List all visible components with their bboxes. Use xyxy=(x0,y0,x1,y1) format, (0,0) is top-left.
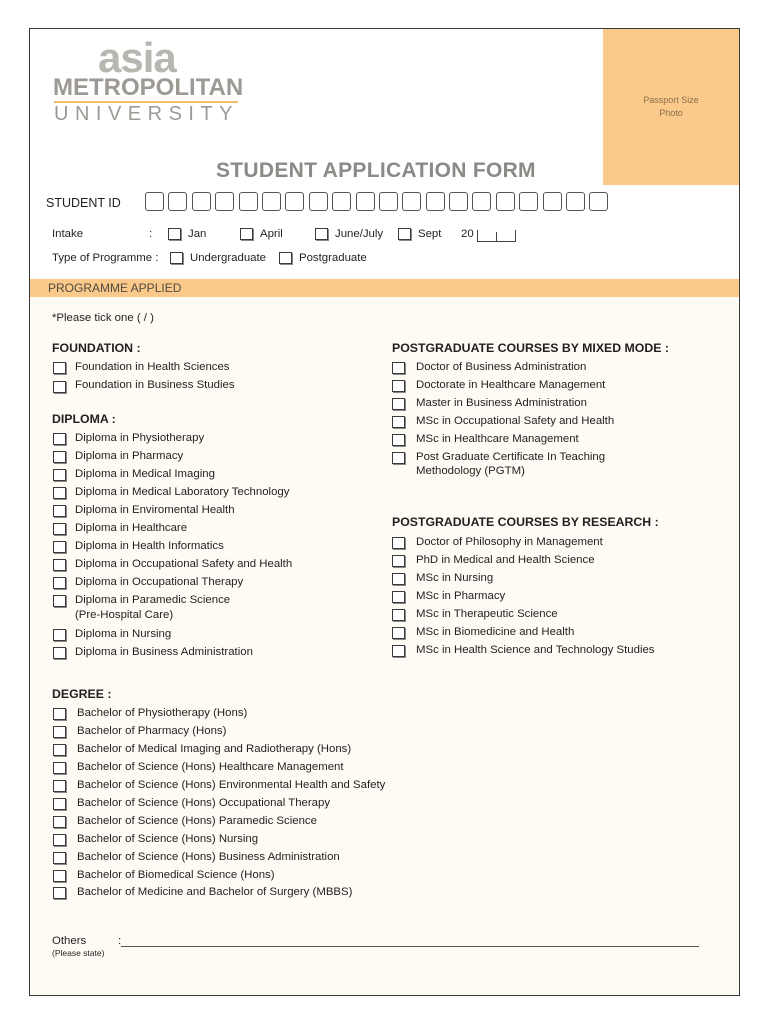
photo-label-line1: Passport Size xyxy=(643,95,699,105)
student-id-digit-box[interactable] xyxy=(589,192,608,211)
degree-item: Bachelor of Science (Hons) Business Administration xyxy=(77,851,340,863)
programme-applied-title: PROGRAMME APPLIED xyxy=(48,281,182,295)
diploma-item: Diploma in Medical Imaging xyxy=(75,468,215,480)
intake-june-july-checkbox[interactable] xyxy=(315,228,328,240)
student-id-boxes[interactable] xyxy=(145,192,613,211)
application-form-page xyxy=(29,28,740,996)
diploma-item: Diploma in Healthcare xyxy=(75,522,188,534)
diploma-heading: DIPLOMA : xyxy=(52,412,116,426)
pg-mixed-checkbox[interactable] xyxy=(392,434,405,446)
student-id-digit-box[interactable] xyxy=(309,192,328,211)
pg-research-item: MSc in Therapeutic Science xyxy=(416,608,558,620)
diploma-checkbox[interactable] xyxy=(53,505,66,517)
diploma-item: Diploma in Pharmacy xyxy=(75,450,184,462)
programme-type-label: Type of Programme : xyxy=(52,252,159,264)
intake-april-checkbox[interactable] xyxy=(240,228,253,240)
pg-research-item: MSc in Health Science and Technology Studies xyxy=(416,644,655,656)
student-id-digit-box[interactable] xyxy=(472,192,491,211)
pg-mixed-item: MSc in Occupational Safety and Health xyxy=(416,415,615,427)
degree-item: Bachelor of Pharmacy (Hons) xyxy=(77,725,227,737)
degree-checkbox[interactable] xyxy=(53,852,66,864)
pg-mixed-checkbox[interactable] xyxy=(392,398,405,410)
pg-research-checkbox[interactable] xyxy=(392,573,405,585)
degree-item: Bachelor of Medical Imaging and Radiotherapy (Hons) xyxy=(77,743,352,755)
diploma-item: Diploma in Occupational Therapy xyxy=(75,576,244,588)
student-id-digit-box[interactable] xyxy=(356,192,375,211)
pg-mixed-item-continuation: Methodology (PGTM) xyxy=(416,465,525,477)
pg-research-checkbox[interactable] xyxy=(392,591,405,603)
diploma-item-continuation: (Pre-Hospital Care) xyxy=(75,609,174,621)
logo-asia-text: asia xyxy=(98,34,176,81)
pg-research-checkbox[interactable] xyxy=(392,609,405,621)
student-id-digit-box[interactable] xyxy=(402,192,421,211)
degree-checkbox[interactable] xyxy=(53,870,66,882)
tick-instruction: *Please tick one ( / ) xyxy=(52,312,154,324)
student-id-digit-box[interactable] xyxy=(566,192,585,211)
others-input-line[interactable] xyxy=(121,946,699,947)
degree-item: Bachelor of Medicine and Bachelor of Surgery (MBBS) xyxy=(77,886,353,898)
diploma-item: Diploma in Physiotherapy xyxy=(75,432,205,444)
pg-research-item: Doctor of Philosophy in Management xyxy=(416,536,603,548)
student-id-digit-box[interactable] xyxy=(519,192,538,211)
form-title: STUDENT APPLICATION FORM xyxy=(216,159,536,182)
diploma-checkbox[interactable] xyxy=(53,523,66,535)
foundation-item: Foundation in Business Studies xyxy=(75,379,235,391)
pg-mixed-item: MSc in Healthcare Management xyxy=(416,433,579,445)
intake-june-july-label: June/July xyxy=(335,228,384,240)
student-id-digit-box[interactable] xyxy=(543,192,562,211)
pg-mixed-checkbox[interactable] xyxy=(392,416,405,428)
pg-mixed-checkbox[interactable] xyxy=(392,362,405,374)
pg-mixed-checkbox[interactable] xyxy=(392,380,405,392)
diploma-checkbox[interactable] xyxy=(53,647,66,659)
degree-item: Bachelor of Science (Hons) Paramedic Science xyxy=(77,815,317,827)
student-id-digit-box[interactable] xyxy=(449,192,468,211)
pg-research-item: PhD in Medical and Health Science xyxy=(416,554,595,566)
intake-april-label: April xyxy=(260,228,283,240)
degree-checkbox[interactable] xyxy=(53,744,66,756)
degree-checkbox[interactable] xyxy=(53,726,66,738)
intake-year-field[interactable] xyxy=(477,230,516,242)
degree-item: Bachelor of Science (Hons) Nursing xyxy=(77,833,259,845)
degree-item: Bachelor of Science (Hons) Environmental Health and Safety xyxy=(77,779,386,791)
postgraduate-checkbox[interactable] xyxy=(279,252,292,264)
programme-applied-bar xyxy=(30,279,739,297)
degree-item: Bachelor of Science (Hons) Healthcare Management xyxy=(77,761,344,773)
foundation-checkbox[interactable] xyxy=(53,381,66,393)
intake-colon: : xyxy=(149,228,153,240)
photo-label-line2: Photo xyxy=(659,108,683,118)
passport-photo-box[interactable] xyxy=(603,29,739,185)
pg-research-heading: POSTGRADUATE COURSES BY RESEARCH : xyxy=(392,515,659,529)
diploma-checkbox[interactable] xyxy=(53,451,66,463)
degree-checkbox[interactable] xyxy=(53,780,66,792)
intake-sept-label: Sept xyxy=(418,228,442,240)
student-id-digit-box[interactable] xyxy=(215,192,234,211)
degree-item: Bachelor of Science (Hons) Occupational Therapy xyxy=(77,797,331,809)
diploma-item: Diploma in Occupational Safety and Health xyxy=(75,558,293,570)
foundation-checkbox[interactable] xyxy=(53,362,66,374)
diploma-checkbox[interactable] xyxy=(53,595,66,607)
pg-mixed-item: Master in Business Administration xyxy=(416,397,587,409)
pg-research-item: MSc in Biomedicine and Health xyxy=(416,626,575,638)
degree-item: Bachelor of Physiotherapy (Hons) xyxy=(77,707,248,719)
degree-heading: DEGREE : xyxy=(52,687,112,701)
student-id-digit-box[interactable] xyxy=(426,192,445,211)
degree-checkbox[interactable] xyxy=(53,834,66,846)
student-id-digit-box[interactable] xyxy=(332,192,351,211)
diploma-checkbox[interactable] xyxy=(53,487,66,499)
student-id-label: STUDENT ID xyxy=(46,196,121,210)
others-label: Others xyxy=(52,935,87,947)
pg-research-item: MSc in Nursing xyxy=(416,572,494,584)
diploma-item: Diploma in Enviromental Health xyxy=(75,504,235,516)
pg-research-checkbox[interactable] xyxy=(392,555,405,567)
undergraduate-label: Undergraduate xyxy=(190,252,266,264)
diploma-item: Diploma in Health Informatics xyxy=(75,540,224,552)
degree-checkbox[interactable] xyxy=(53,816,66,828)
intake-jan-checkbox[interactable] xyxy=(168,228,181,240)
student-id-digit-box[interactable] xyxy=(496,192,515,211)
pg-mixed-item: Doctorate in Healthcare Management xyxy=(416,379,606,391)
student-id-digit-box[interactable] xyxy=(145,192,164,211)
degree-checkbox[interactable] xyxy=(53,798,66,810)
diploma-checkbox[interactable] xyxy=(53,433,66,445)
pg-mixed-checkbox[interactable] xyxy=(392,452,405,464)
intake-jan-label: Jan xyxy=(188,228,207,240)
student-id-digit-box[interactable] xyxy=(239,192,258,211)
student-id-digit-box[interactable] xyxy=(285,192,304,211)
postgraduate-label: Postgraduate xyxy=(299,252,367,264)
diploma-checkbox[interactable] xyxy=(53,629,66,641)
degree-item: Bachelor of Biomedical Science (Hons) xyxy=(77,869,275,881)
pg-research-checkbox[interactable] xyxy=(392,645,405,657)
student-id-digit-box[interactable] xyxy=(379,192,398,211)
student-id-digit-box[interactable] xyxy=(262,192,281,211)
degree-checkbox[interactable] xyxy=(53,708,66,720)
logo-university-text: UNIVERSITY xyxy=(54,103,240,125)
diploma-checkbox[interactable] xyxy=(53,559,66,571)
diploma-item: Diploma in Medical Laboratory Technology xyxy=(75,486,290,498)
intake-year-prefix: 20 xyxy=(461,228,474,240)
pg-research-checkbox[interactable] xyxy=(392,537,405,549)
pg-mixed-item: Doctor of Business Administration xyxy=(416,361,587,373)
pg-mixed-heading: POSTGRADUATE COURSES BY MIXED MODE : xyxy=(392,341,669,355)
pg-mixed-item: Post Graduate Certificate In Teaching xyxy=(416,451,606,463)
others-colon: : xyxy=(118,935,122,947)
undergraduate-checkbox[interactable] xyxy=(170,252,183,264)
degree-checkbox[interactable] xyxy=(53,762,66,774)
diploma-item: Diploma in Paramedic Science xyxy=(75,594,231,606)
degree-checkbox[interactable] xyxy=(53,887,66,899)
foundation-item: Foundation in Health Sciences xyxy=(75,361,230,373)
intake-label: Intake xyxy=(52,228,84,240)
student-id-digit-box[interactable] xyxy=(168,192,187,211)
student-id-digit-box[interactable] xyxy=(192,192,211,211)
pg-research-item: MSc in Pharmacy xyxy=(416,590,506,602)
diploma-checkbox[interactable] xyxy=(53,469,66,481)
others-sub-label: (Please state) xyxy=(52,948,105,958)
logo-metropolitan-text: METROPOLITAN xyxy=(53,74,244,101)
intake-sept-checkbox[interactable] xyxy=(398,228,411,240)
diploma-checkbox[interactable] xyxy=(53,577,66,589)
diploma-item: Diploma in Nursing xyxy=(75,628,172,640)
diploma-checkbox[interactable] xyxy=(53,541,66,553)
diploma-item: Diploma in Business Administration xyxy=(75,646,253,658)
pg-research-checkbox[interactable] xyxy=(392,627,405,639)
foundation-heading: FOUNDATION : xyxy=(52,341,141,355)
